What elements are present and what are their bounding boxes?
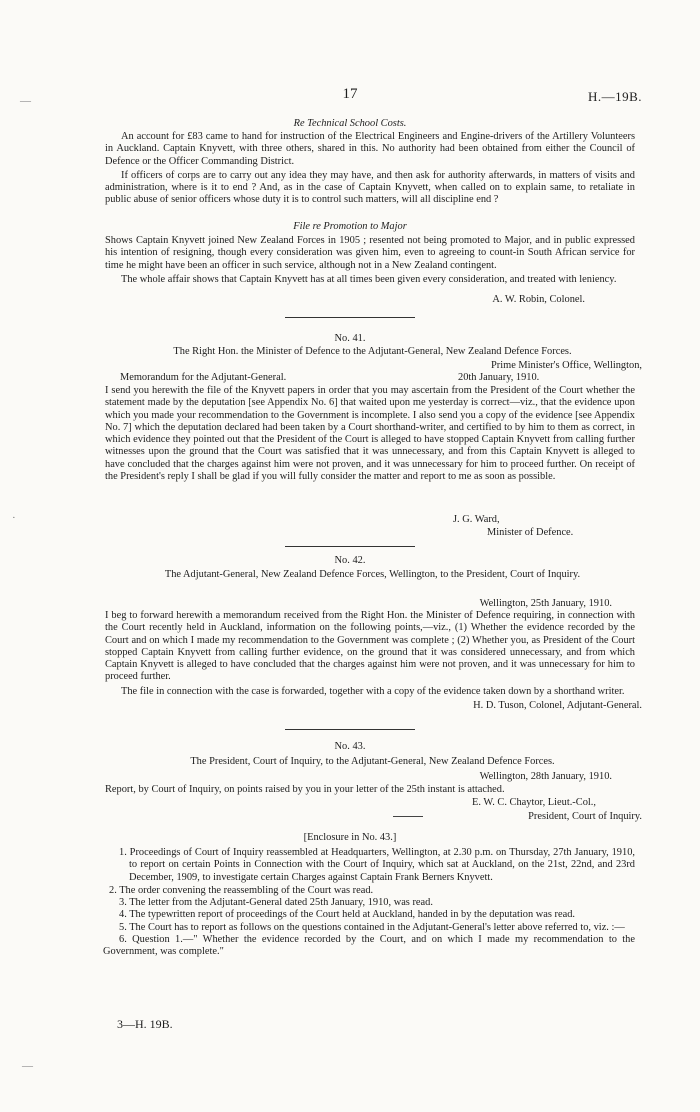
enclosure-item-4: 4. The typewritten report of proceedings of the Court held at Auckland, handed in by the deputation was read.	[119, 909, 575, 921]
signature-ward-title: Minister of Defence.	[487, 527, 574, 538]
letter-42-heading: The Adjutant-General, New Zealand Defence Forces, Wellington, to the President, Court of Inquiry.	[164, 569, 581, 580]
letter-number-43: No. 43.	[334, 741, 366, 752]
signature-chaytor: E. W. C. Chaytor, Lieut.-Col.,	[472, 797, 596, 808]
divider	[285, 317, 415, 318]
enclosure-item-2: 2. The order convening the reassembling of the Court was read.	[109, 884, 374, 896]
paragraph: The whole affair shows that Captain Knyvett has at all times been given every consideration, and treated with leniency.	[121, 273, 617, 285]
letter-43-date: Wellington, 28th January, 1910.	[479, 771, 612, 782]
letter-42-body	[105, 610, 635, 698]
letter-number-42: No. 42.	[334, 555, 366, 566]
section-promotion	[105, 235, 635, 286]
divider	[285, 729, 415, 730]
signature-robin: A. W. Robin, Colonel.	[492, 294, 585, 305]
enclosure-item-1: 1. Proceedings of Court of Inquiry reassembled at Headquarters, Wellington, at 2.30 p.m. on Thursday, 27th January, 1910, to report on certain Points in Connection with the Court of Inquiry, which sat at Auckland, on the 21st, 22nd, and 23rd December, 1909, to investigate certain Charges against Captain Frank Berners Knyvett.	[119, 847, 635, 883]
paragraph: I beg to forward herewith a memorandum received from the Right Hon. the Minister of Defence requiring, in connection with the Court recently held in Auckland, information on the following points,—viz., (1) Whether the evidence recorded by the Court and on which I made my recommendation to the Government was complete ; (2) Whether you, as President of the Court stopped Captain Knyvett from calling further evidence, on the ground that it was considered unnecessary, and from which Captain Knyvett is alleged to have concluded that the charges against him were not proven, and it was unnecessary for him to proceed further.	[105, 610, 635, 683]
short-rule	[393, 816, 423, 817]
paragraph: I send you herewith the file of the Knyvett papers in order that you may ascertain from the President of the Court whether the statement made by the deputation [see Appendix No. 6] that waited upon me yesterday is correct—viz., that the evidence upon which you made your recommendation to the Government is incomplete. I also send you a copy of the evidence [see Appendix No. 7] which the deputation declared had been taken by a Court shorthand-writer, and certified to by him to them as correct, in which evidence they pointed out that the President of the Court is alleged to have stopped Captain Knyvett from calling further witnesses upon the ground that the Court was satisfied that it was unnecessary, and from this Captain Knyvett is alleged to have concluded that the charges against him were not proven, and it was unnecessary for him to proceed further. On receipt of the President's reply I shall be glad if you will fully consider the matter and report to me as soon as possible.	[105, 385, 635, 483]
section-technical-school	[105, 131, 635, 207]
paragraph: An account for £83 came to hand for instruction of the Electrical Engineers and Engine-drivers of the Artillery Volunteers in Auckland. Captain Knyvett, with three others, shared in this. No authority had been obtained from either the Council of Defence or the Officer Commanding District.	[105, 131, 635, 167]
edge-mark: —	[20, 95, 31, 107]
enclosure-body	[95, 847, 635, 959]
section-heading-promotion: File re Promotion to Major	[293, 221, 407, 232]
letter-41-heading: The Right Hon. the Minister of Defence to the Adjutant-General, New Zealand Defence Forces.	[173, 346, 572, 357]
edge-mark: ·	[12, 512, 16, 524]
document-reference: H.—19B.	[587, 89, 642, 104]
signature-tuson: H. D. Tuson, Colonel, Adjutant-General.	[473, 700, 642, 711]
letter-41-memo: Memorandum for the Adjutant-General.	[120, 372, 287, 383]
divider	[285, 546, 415, 547]
section-heading-technical-school: Re Technical School Costs.	[293, 118, 407, 129]
signature-ward: J. G. Ward,	[453, 514, 500, 525]
sheet-signature: 3—H. 19B.	[117, 1017, 173, 1031]
paragraph: The file in connection with the case is forwarded, together with a copy of the evidence taken down by a shorthand writer.	[121, 685, 625, 697]
enclosure-item-5: 5. The Court has to report as follows on the questions contained in the Adjutant-General's letter above referred to, viz. :—	[119, 921, 625, 933]
letter-41-body	[105, 385, 635, 483]
page-number: 17	[342, 86, 358, 102]
enclosure-item-6: 6. Question 1.—" Whether the evidence recorded by the Court, and on which I made my recommendation to the Government, was complete."	[103, 934, 635, 958]
letter-43-report: Report, by Court of Inquiry, on points raised by you in your letter of the 25th instant is attached.	[105, 784, 505, 795]
paragraph: Shows Captain Knyvett joined New Zealand Forces in 1905 ; resented not being promoted to Major, and in public expressed his intention of resigning, though every consideration was given him, even to agreeing to count-in South African service for time he might have been an officer in such service, although not in a New Zealand contingent.	[105, 235, 635, 271]
enclosure-item-3: 3. The letter from the Adjutant-General dated 25th January, 1910, was read.	[119, 897, 433, 909]
letter-41-address: Prime Minister's Office, Wellington,	[490, 360, 642, 371]
enclosure-title: [Enclosure in No. 43.]	[303, 832, 397, 843]
letter-41-date: 20th January, 1910.	[458, 372, 540, 383]
signature-chaytor-title: President, Court of Inquiry.	[528, 811, 642, 822]
letter-number-41: No. 41.	[334, 333, 366, 344]
edge-mark: —	[22, 1060, 33, 1072]
letter-42-date: Wellington, 25th January, 1910.	[479, 598, 612, 609]
letter-43-heading: The President, Court of Inquiry, to the Adjutant-General, New Zealand Defence Forces.	[190, 756, 555, 767]
paragraph: If officers of corps are to carry out any idea they may have, and then ask for authority afterwards, in matters of visits and administration, where is it to end ? And, as in the case of Captain Knyvett, when called on to explain same, to retaliate in public abuse of senior officers whose duty it is to control such matters, will all discipline end ?	[105, 169, 635, 206]
